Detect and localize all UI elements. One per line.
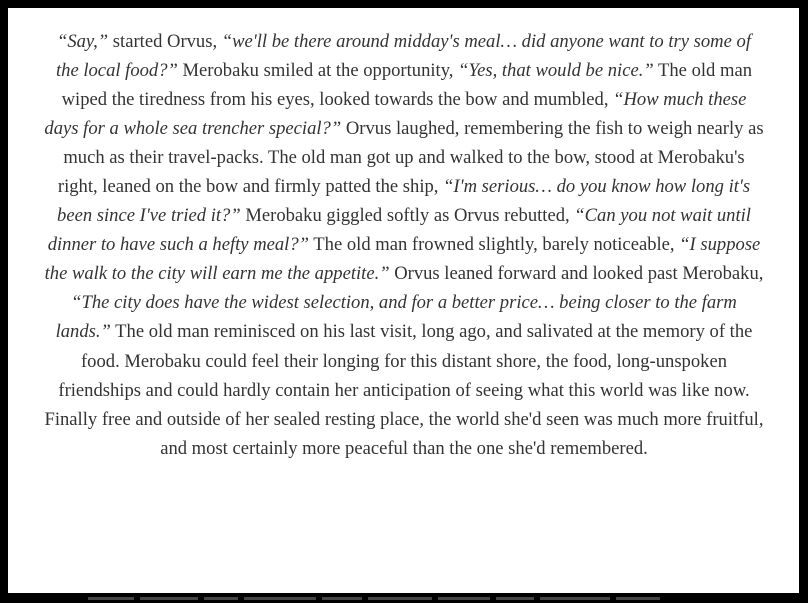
story-paragraph bbox=[44, 27, 764, 463]
page-frame bbox=[8, 8, 799, 593]
dialogue-widest-selection: “The city does have the widest selection, and for a better price… being closer to the farm lands.” bbox=[55, 292, 737, 343]
dialogue-midday-meal: “we'll be there around midday's meal… did anyone want to try some of the local food?” bbox=[55, 31, 751, 82]
dialogue-that-would-be-nice: “Yes, that would be nice.” bbox=[458, 60, 654, 82]
narration-merobaku-giggled: Merobaku giggled softly as Orvus rebutted, bbox=[240, 205, 575, 227]
narration-old-man-reminisced: The old man reminisced on his last visit, long ago, and salivated at the memory of the food. Merobaku could feel their longing for this distant shore, the food, long-unspoken friendships and could hardly contain her anticipation of seeing what this world was like now. Finally free and outside of her sealed resting place, the world she'd seen was much more fruitful, and most certainly more peaceful than the one she'd remembered. bbox=[44, 321, 764, 459]
dialogue-wait-until-dinner: “Can you not wait until dinner to have such a hefty meal?” bbox=[47, 205, 751, 256]
dialogue-sea-trencher: “How much these days for a whole sea trencher special?” bbox=[44, 89, 747, 140]
narration-old-man-frowned: The old man frowned slightly, barely noticeable, bbox=[308, 234, 680, 256]
narration-merobaku-smiled: Merobaku smiled at the opportunity, bbox=[177, 60, 459, 82]
dialogue-say: “Say,” bbox=[57, 31, 109, 52]
clipped-next-line bbox=[88, 597, 708, 603]
narration-orvus-leaned: Orvus leaned forward and looked past Merobaku, bbox=[389, 263, 764, 285]
dialogue-earn-appetite: “I suppose the walk to the city will earn me the appetite.” bbox=[44, 234, 761, 285]
narration-orvus-laughed: Orvus laughed, remembering the fish to weigh nearly as much as their travel-packs. The old man got up and walked to the bow, stood at Merobaku's right, leaned on the bow and firmly patted the ship, bbox=[57, 118, 764, 198]
dialogue-im-serious: “I'm serious… do you know how long it's been since I've tried it?” bbox=[57, 176, 751, 227]
narration-old-man-wiped: The old man wiped the tiredness from his eyes, looked towards the bow and mumbled, bbox=[61, 60, 753, 111]
narration-started-orvus: started Orvus, bbox=[108, 31, 222, 52]
